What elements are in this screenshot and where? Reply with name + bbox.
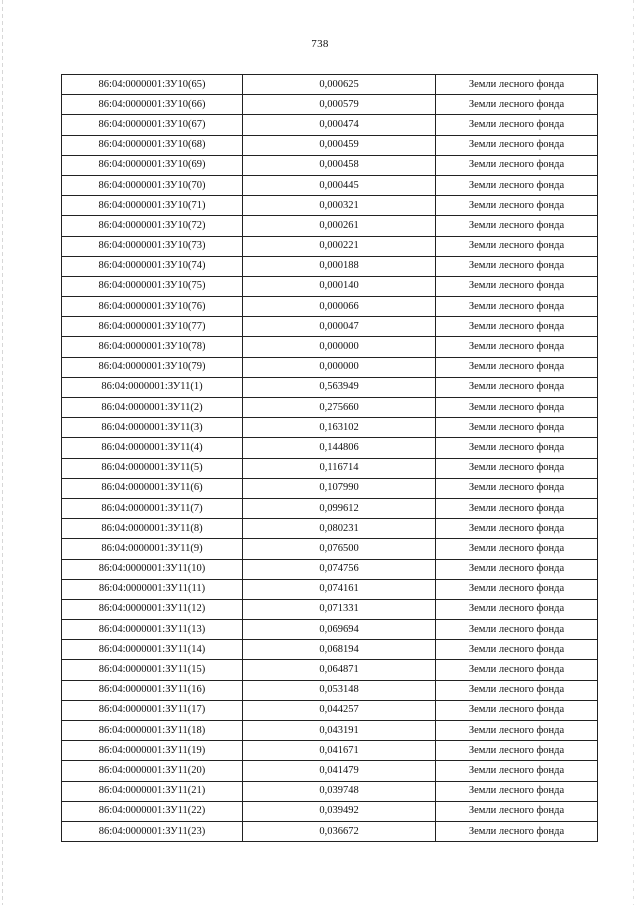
area-cell: 0,163102	[243, 418, 436, 438]
cadastral-number-cell: 86:04:0000001:ЗУ11(14)	[62, 640, 243, 660]
land-category-cell: Земли лесного фонда	[436, 781, 598, 801]
cadastral-number-cell: 86:04:0000001:ЗУ10(66)	[62, 95, 243, 115]
cadastral-number-cell: 86:04:0000001:ЗУ11(9)	[62, 539, 243, 559]
land-category-cell: Земли лесного фонда	[436, 175, 598, 195]
area-cell: 0,053148	[243, 680, 436, 700]
area-cell: 0,000221	[243, 236, 436, 256]
land-category-cell: Земли лесного фонда	[436, 721, 598, 741]
area-cell: 0,000579	[243, 95, 436, 115]
land-category-cell: Земли лесного фонда	[436, 377, 598, 397]
land-category-cell: Земли лесного фонда	[436, 458, 598, 478]
cadastral-number-cell: 86:04:0000001:ЗУ10(72)	[62, 216, 243, 236]
area-cell: 0,039492	[243, 801, 436, 821]
cadastral-number-cell: 86:04:0000001:ЗУ10(65)	[62, 75, 243, 95]
cadastral-number-cell: 86:04:0000001:ЗУ11(6)	[62, 478, 243, 498]
cadastral-number-cell: 86:04:0000001:ЗУ11(23)	[62, 821, 243, 841]
land-category-cell: Земли лесного фонда	[436, 357, 598, 377]
table-row	[62, 135, 598, 155]
land-category-cell: Земли лесного фонда	[436, 478, 598, 498]
cadastral-number-cell: 86:04:0000001:ЗУ10(78)	[62, 337, 243, 357]
cadastral-number-cell: 86:04:0000001:ЗУ11(12)	[62, 599, 243, 619]
cadastral-number-cell: 86:04:0000001:ЗУ11(16)	[62, 680, 243, 700]
area-cell: 0,116714	[243, 458, 436, 478]
land-category-cell: Земли лесного фонда	[436, 660, 598, 680]
cadastral-number-cell: 86:04:0000001:ЗУ10(73)	[62, 236, 243, 256]
cadastral-number-cell: 86:04:0000001:ЗУ11(15)	[62, 660, 243, 680]
table-row	[62, 297, 598, 317]
cadastral-number-cell: 86:04:0000001:ЗУ10(75)	[62, 276, 243, 296]
area-cell: 0,144806	[243, 438, 436, 458]
land-category-cell: Земли лесного фонда	[436, 620, 598, 640]
land-category-cell: Земли лесного фонда	[436, 256, 598, 276]
area-cell: 0,074756	[243, 559, 436, 579]
table-row	[62, 357, 598, 377]
table-row	[62, 660, 598, 680]
cadastral-number-cell: 86:04:0000001:ЗУ11(18)	[62, 721, 243, 741]
area-cell: 0,000458	[243, 155, 436, 175]
area-cell: 0,563949	[243, 377, 436, 397]
cadastral-number-cell: 86:04:0000001:ЗУ11(8)	[62, 519, 243, 539]
table-row	[62, 115, 598, 135]
table-row	[62, 196, 598, 216]
land-category-cell: Земли лесного фонда	[436, 398, 598, 418]
table-row	[62, 377, 598, 397]
land-category-cell: Земли лесного фонда	[436, 155, 598, 175]
land-category-cell: Земли лесного фонда	[436, 75, 598, 95]
land-category-cell: Земли лесного фонда	[436, 680, 598, 700]
cadastral-number-cell: 86:04:0000001:ЗУ11(11)	[62, 579, 243, 599]
cadastral-number-cell: 86:04:0000001:ЗУ11(13)	[62, 620, 243, 640]
cadastral-number-cell: 86:04:0000001:ЗУ10(74)	[62, 256, 243, 276]
table-row	[62, 155, 598, 175]
land-category-cell: Земли лесного фонда	[436, 135, 598, 155]
table-row	[62, 539, 598, 559]
cadastral-number-cell: 86:04:0000001:ЗУ10(67)	[62, 115, 243, 135]
land-category-cell: Земли лесного фонда	[436, 700, 598, 720]
area-cell: 0,000000	[243, 337, 436, 357]
table-row	[62, 276, 598, 296]
area-cell: 0,107990	[243, 478, 436, 498]
cadastral-number-cell: 86:04:0000001:ЗУ11(22)	[62, 801, 243, 821]
land-category-cell: Земли лесного фонда	[436, 337, 598, 357]
table-row	[62, 741, 598, 761]
table-row	[62, 75, 598, 95]
land-category-cell: Земли лесного фонда	[436, 196, 598, 216]
area-cell: 0,069694	[243, 620, 436, 640]
area-cell: 0,044257	[243, 700, 436, 720]
land-category-cell: Земли лесного фонда	[436, 95, 598, 115]
area-cell: 0,064871	[243, 660, 436, 680]
land-category-cell: Земли лесного фонда	[436, 236, 598, 256]
cadastral-number-cell: 86:04:0000001:ЗУ10(69)	[62, 155, 243, 175]
land-category-cell: Земли лесного фонда	[436, 821, 598, 841]
cadastral-number-cell: 86:04:0000001:ЗУ11(21)	[62, 781, 243, 801]
land-category-cell: Земли лесного фонда	[436, 115, 598, 135]
area-cell: 0,039748	[243, 781, 436, 801]
cadastral-number-cell: 86:04:0000001:ЗУ11(19)	[62, 741, 243, 761]
area-cell: 0,076500	[243, 539, 436, 559]
land-category-cell: Земли лесного фонда	[436, 519, 598, 539]
cadastral-number-cell: 86:04:0000001:ЗУ10(76)	[62, 297, 243, 317]
table-row	[62, 236, 598, 256]
area-cell: 0,041479	[243, 761, 436, 781]
area-cell: 0,000066	[243, 297, 436, 317]
table-body	[62, 75, 598, 842]
cadastral-number-cell: 86:04:0000001:ЗУ11(1)	[62, 377, 243, 397]
cadastral-number-cell: 86:04:0000001:ЗУ11(5)	[62, 458, 243, 478]
cadastral-number-cell: 86:04:0000001:ЗУ10(77)	[62, 317, 243, 337]
table-row	[62, 418, 598, 438]
land-category-cell: Земли лесного фонда	[436, 498, 598, 518]
table-row	[62, 175, 598, 195]
table-row	[62, 781, 598, 801]
table-row	[62, 700, 598, 720]
area-cell: 0,080231	[243, 519, 436, 539]
table-row	[62, 438, 598, 458]
area-cell: 0,036672	[243, 821, 436, 841]
table-row	[62, 599, 598, 619]
scan-edge-right	[633, 0, 634, 905]
area-cell: 0,043191	[243, 721, 436, 741]
area-cell: 0,275660	[243, 398, 436, 418]
area-cell: 0,000261	[243, 216, 436, 236]
land-category-cell: Земли лесного фонда	[436, 579, 598, 599]
cadastral-number-cell: 86:04:0000001:ЗУ11(2)	[62, 398, 243, 418]
cadastral-number-cell: 86:04:0000001:ЗУ11(10)	[62, 559, 243, 579]
area-cell: 0,000188	[243, 256, 436, 276]
table-row	[62, 579, 598, 599]
page-number: 738	[311, 38, 329, 50]
land-category-cell: Земли лесного фонда	[436, 801, 598, 821]
land-category-cell: Земли лесного фонда	[436, 539, 598, 559]
table-row	[62, 559, 598, 579]
cadastral-number-cell: 86:04:0000001:ЗУ10(68)	[62, 135, 243, 155]
area-cell: 0,000047	[243, 317, 436, 337]
table-row	[62, 216, 598, 236]
area-cell: 0,068194	[243, 640, 436, 660]
land-category-cell: Земли лесного фонда	[436, 216, 598, 236]
table-row	[62, 95, 598, 115]
table-row	[62, 721, 598, 741]
table-row	[62, 801, 598, 821]
table-row	[62, 680, 598, 700]
land-category-cell: Земли лесного фонда	[436, 559, 598, 579]
area-cell: 0,000474	[243, 115, 436, 135]
table-row	[62, 398, 598, 418]
land-category-cell: Земли лесного фонда	[436, 599, 598, 619]
table-row	[62, 821, 598, 841]
cadastral-number-cell: 86:04:0000001:ЗУ10(71)	[62, 196, 243, 216]
land-category-cell: Земли лесного фонда	[436, 418, 598, 438]
area-cell: 0,000321	[243, 196, 436, 216]
scan-edge-left	[2, 0, 3, 905]
area-cell: 0,041671	[243, 741, 436, 761]
area-cell: 0,000445	[243, 175, 436, 195]
land-category-cell: Земли лесного фонда	[436, 276, 598, 296]
table-row	[62, 640, 598, 660]
cadastral-number-cell: 86:04:0000001:ЗУ11(4)	[62, 438, 243, 458]
table-row	[62, 458, 598, 478]
cadastral-number-cell: 86:04:0000001:ЗУ11(7)	[62, 498, 243, 518]
table-row	[62, 256, 598, 276]
area-cell: 0,000459	[243, 135, 436, 155]
area-cell: 0,000625	[243, 75, 436, 95]
table-row	[62, 761, 598, 781]
area-cell: 0,000140	[243, 276, 436, 296]
land-category-cell: Земли лесного фонда	[436, 640, 598, 660]
table-row	[62, 519, 598, 539]
area-cell: 0,099612	[243, 498, 436, 518]
table-row	[62, 498, 598, 518]
cadastral-number-cell: 86:04:0000001:ЗУ10(79)	[62, 357, 243, 377]
table-row	[62, 317, 598, 337]
cadastral-number-cell: 86:04:0000001:ЗУ10(70)	[62, 175, 243, 195]
land-category-cell: Земли лесного фонда	[436, 317, 598, 337]
land-plots-table	[61, 74, 598, 842]
land-category-cell: Земли лесного фонда	[436, 297, 598, 317]
land-category-cell: Земли лесного фонда	[436, 438, 598, 458]
land-category-cell: Земли лесного фонда	[436, 741, 598, 761]
area-cell: 0,000000	[243, 357, 436, 377]
cadastral-number-cell: 86:04:0000001:ЗУ11(3)	[62, 418, 243, 438]
area-cell: 0,074161	[243, 579, 436, 599]
cadastral-number-cell: 86:04:0000001:ЗУ11(17)	[62, 700, 243, 720]
cadastral-number-cell: 86:04:0000001:ЗУ11(20)	[62, 761, 243, 781]
land-category-cell: Земли лесного фонда	[436, 761, 598, 781]
table-row	[62, 337, 598, 357]
table-row	[62, 478, 598, 498]
table-row	[62, 620, 598, 640]
area-cell: 0,071331	[243, 599, 436, 619]
